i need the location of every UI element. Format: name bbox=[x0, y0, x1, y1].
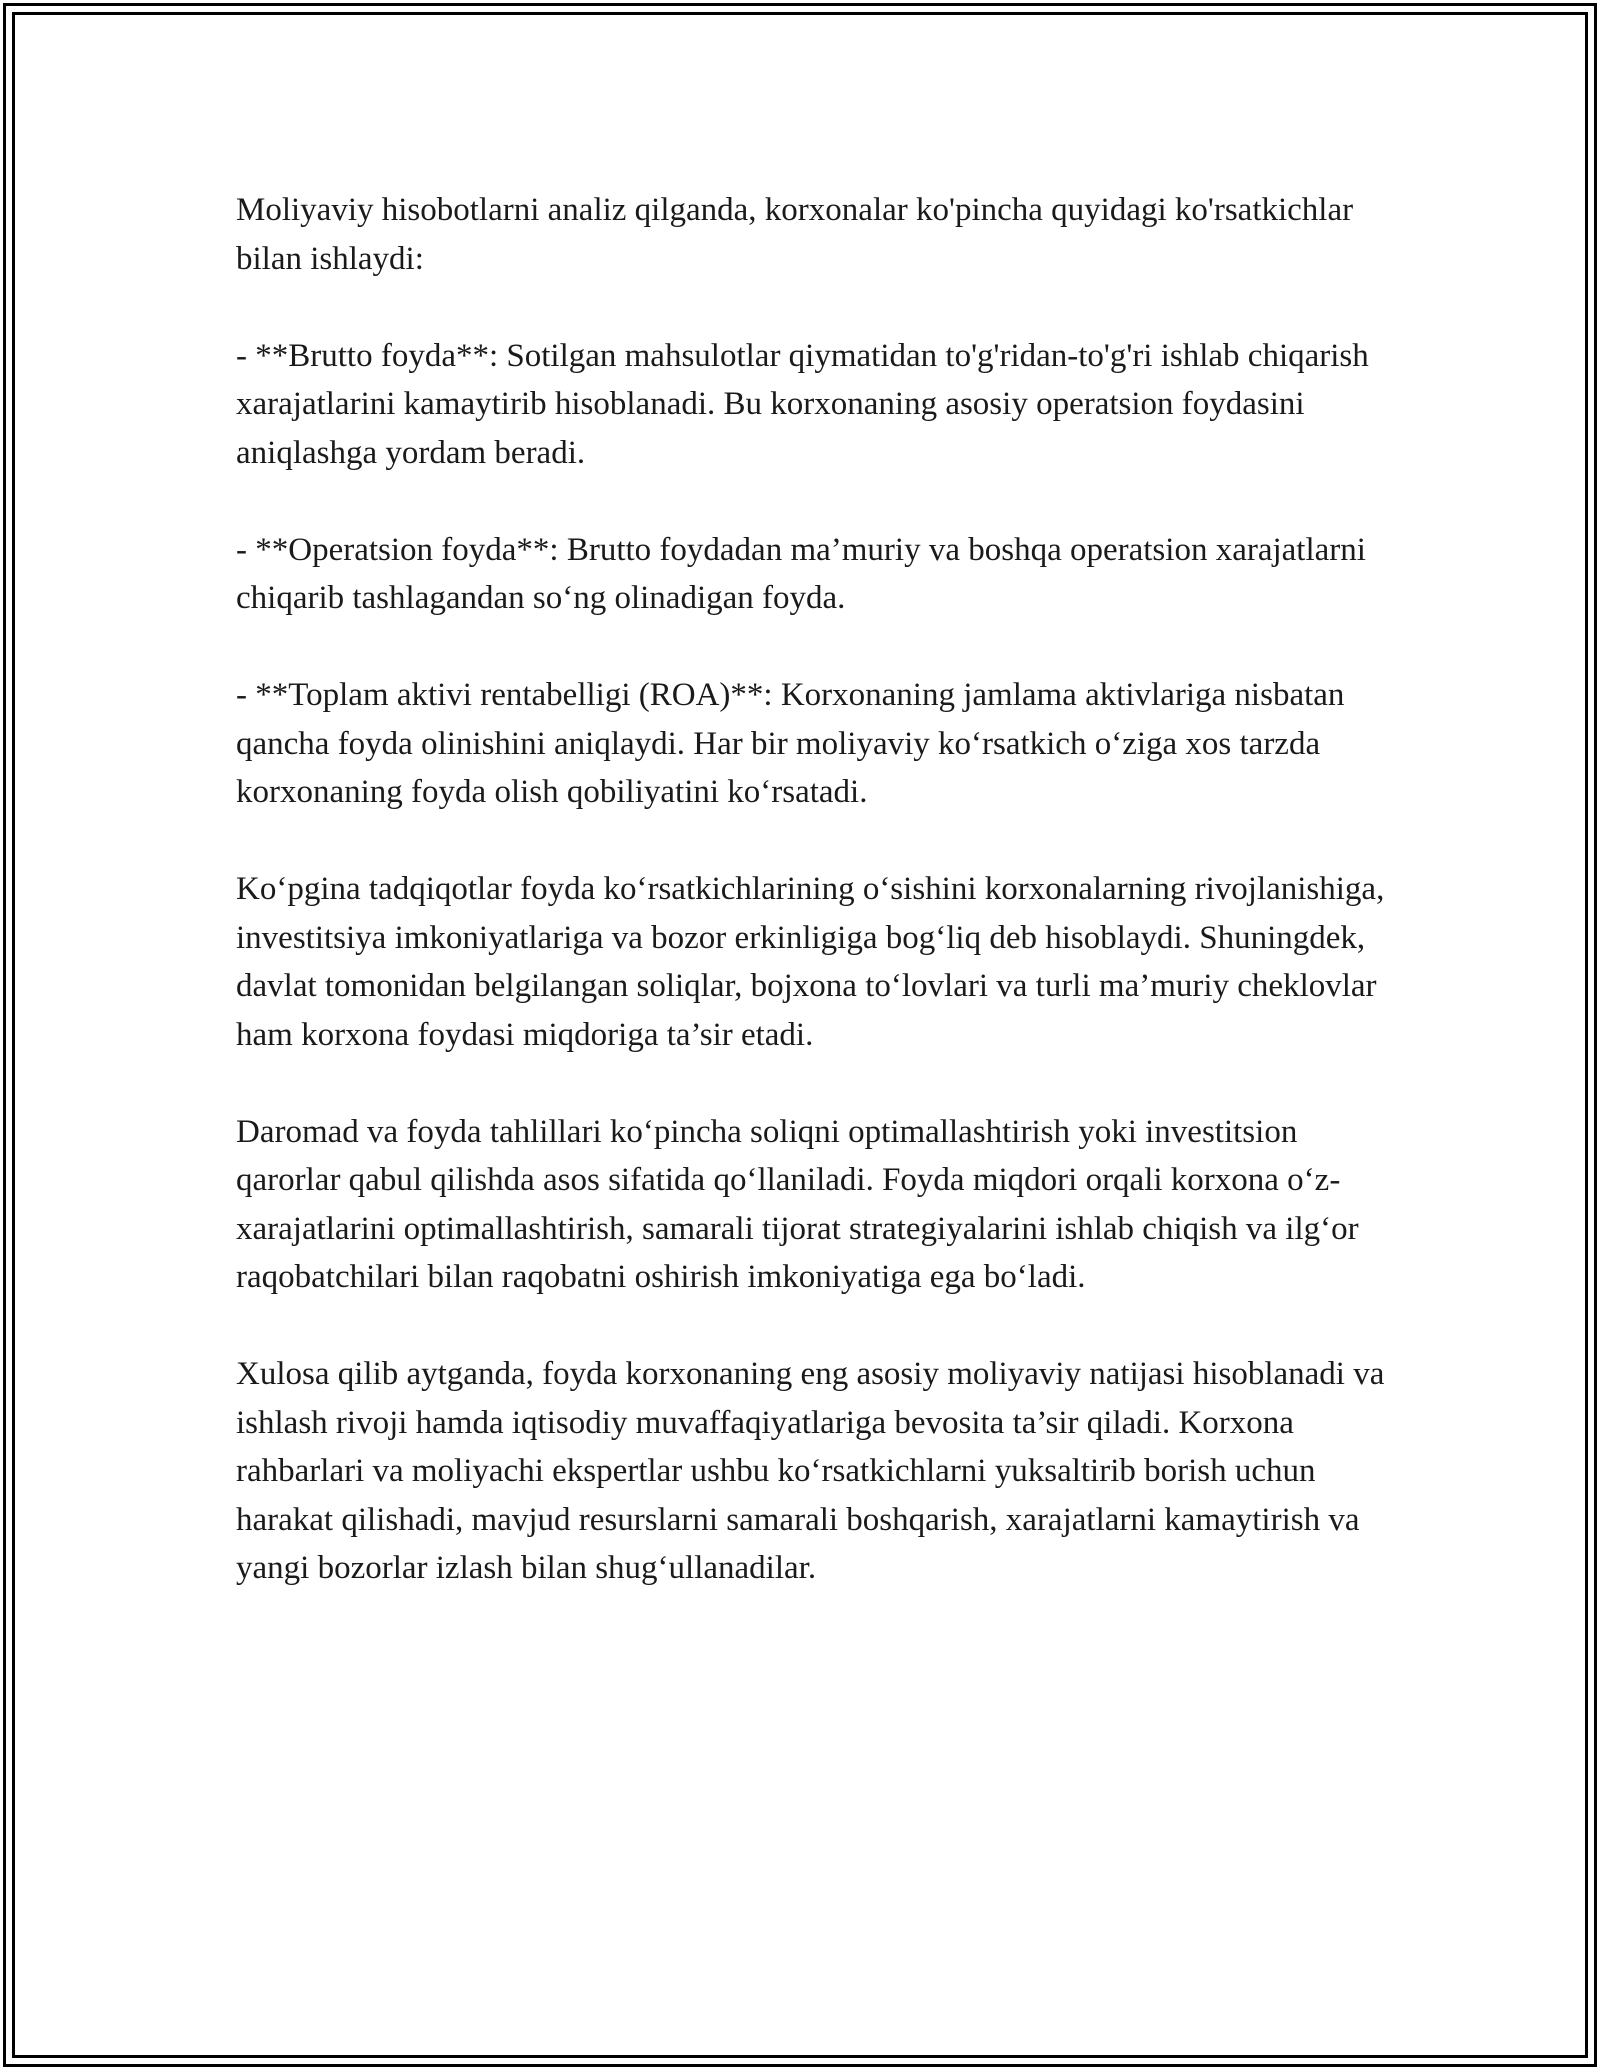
analysis-paragraph: Daromad va foyda tahlillari ko‘pincha soliqni optimallashtirish yoki investitsion qarorlar qabul qilishda asos sifatida qo‘llaniladi. Foyda miqdori orqali korxona o‘z-xarajatlarini optimallashtirish, samarali tijorat strategiyalarini ishlab chiqish va ilg‘or raqobatchilari bilan raqobatni oshirish imkoniyatiga ega bo‘ladi. bbox=[236, 1113, 1359, 1295]
document-body bbox=[236, 186, 1386, 1641]
intro-paragraph: Moliyaviy hisobotlarni analiz qilganda, korxonalar ko'pincha quyidagi ko'rsatkichlar bilan ishlaydi: bbox=[236, 192, 1354, 277]
conclusion-paragraph: Xulosa qilib aytganda, foyda korxonaning eng asosiy moliyaviy natijasi hisoblanadi va ishlash rivoji hamda iqtisodiy muvaffaqiyatlariga bevosita ta’sir qiladi. Korxona rahbarlari va moliyachi ekspertlar ushbu ko‘rsatkichlarni yuksaltirib borish uchun harakat qilishadi, mavjud resurslarni samarali boshqarish, xarajatlarni kamaytirish va yangi bozorlar izlash bilan shug‘ullanadilar. bbox=[236, 1356, 1385, 1586]
roa-item: - **Toplam aktivi rentabelligi (ROA)**: Korxonaning jamlama aktivlariga nisbatan qancha foyda olinishini aniqlaydi. Har bir moliyaviy ko‘rsatkich o‘ziga xos tarzda korxonaning foyda olish qobiliyatini ko‘rsatadi. bbox=[236, 677, 1345, 810]
operatsion-foyda-item: - **Operatsion foyda**: Brutto foydadan ma’muriy va boshqa operatsion xarajatlarni chiqarib tashlagandan so‘ng olinadigan foyda. bbox=[236, 531, 1366, 616]
research-paragraph: Ko‘pgina tadqiqotlar foyda ko‘rsatkichlarining o‘sishini korxonalarning rivojlanishiga, investitsiya imkoniyatlariga va bozor erkinligiga bog‘liq deb hisoblaydi. Shuningdek, davlat tomonidan belgilangan soliqlar, bojxona to‘lovlari va turli ma’muriy cheklovlar ham korxona foydasi miqdoriga ta’sir etadi. bbox=[236, 871, 1385, 1053]
brutto-foyda-item: - **Brutto foyda**: Sotilgan mahsulotlar qiymatidan to'g'ridan-to'g'ri ishlab chiqarish xarajatlarini kamaytirib hisoblanadi. Bu korxonaning asosiy operatsion foydasini aniqlashga yordam beradi. bbox=[236, 337, 1369, 471]
